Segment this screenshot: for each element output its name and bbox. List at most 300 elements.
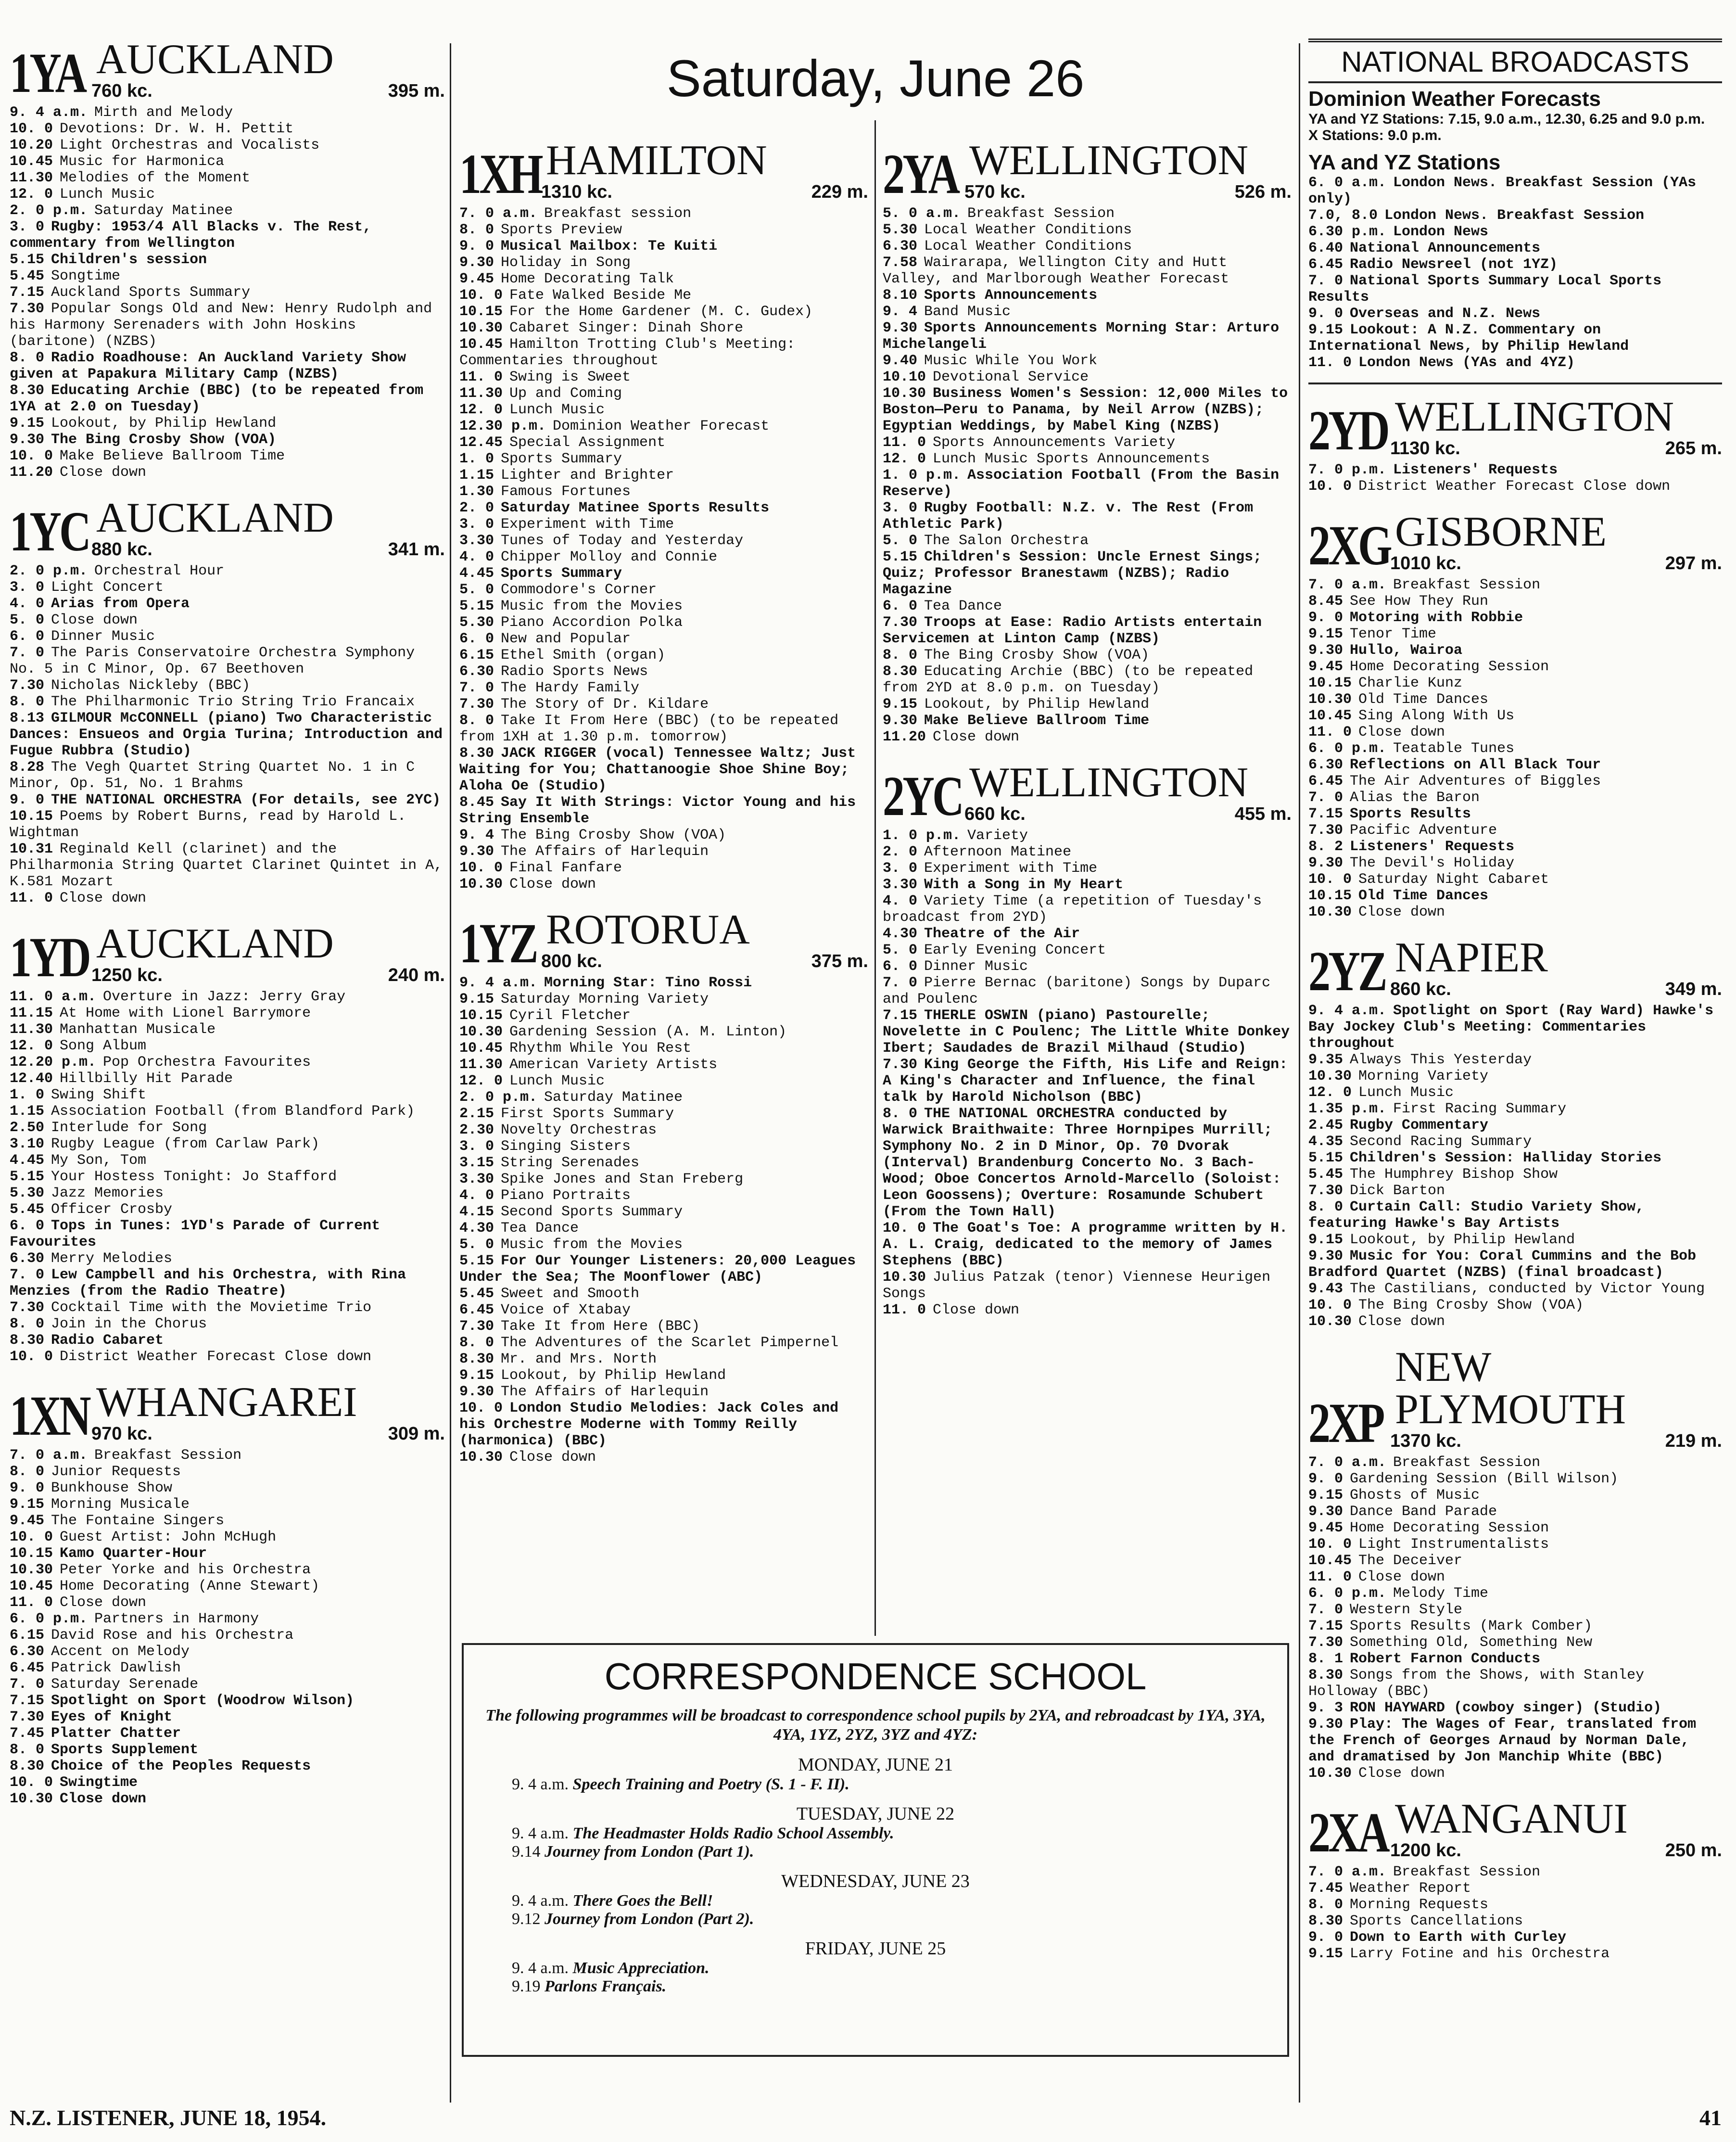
programme-title: Old Time Dances [1358,691,1489,708]
programme-entry [459,1122,868,1138]
station-header [883,137,1292,205]
programme-entry [10,1529,445,1545]
column-4 [1308,38,1722,1978]
programme-entry [1308,724,1722,740]
programme-title: Saturday Matinee [94,203,233,219]
programme-entry [459,320,868,336]
programme-title: Breakfast session [544,205,692,222]
national-entry [1308,240,1722,256]
programme-entry [459,1155,868,1171]
programme-title: New and Popular [501,631,631,647]
programme-time: 10.30 [883,385,926,402]
station-kc: 800 kc. [541,951,602,971]
programme-time: 6. 0 p.m. [1308,740,1387,757]
programme-title: Take It From Here (BBC) (to be repeated from 1XH at 1.30 p.m. tomorrow) [459,713,839,745]
programme-time: 10.15 [1308,675,1352,691]
programme-time: 10. 0 [459,860,503,876]
station-kc: 1370 kc. [1390,1431,1461,1451]
programme-time: 7.30 [1308,822,1343,839]
programme-entry [10,841,445,890]
programme-entry [459,271,868,287]
national-entries [1308,175,1722,371]
programme-title: Local Weather Conditions [924,238,1132,255]
programme-entry [883,647,1292,663]
station-header [10,1379,445,1447]
station-call-sign: 2YZ [1308,940,1385,1003]
programme-entry [10,1725,445,1742]
programme-entry [1308,1553,1722,1569]
programme-time: 10.30 [10,1562,53,1578]
programme-title: Association Football (from Blandford Park) [51,1103,415,1120]
programme-time: 1. 0 p.m. [883,828,961,844]
programme-entry [459,794,868,827]
programme-entry [883,1106,1292,1220]
station-header [1308,394,1722,462]
programme-entry [10,759,445,792]
programme-time: 9.30 [883,320,918,336]
programme-time: 3. 0 [883,860,918,877]
programme-title: Hullo, Wairoa [1350,642,1463,659]
programme-entry [10,1644,445,1660]
programme-time: 7. 0 p.m. [1308,462,1387,478]
programme-title: The Goat's Toe: A programme written by H. A. L. Craig, dedicated to the memory of James Stephens (BBC) [883,1220,1288,1269]
programme-time: 10.45 [1308,1553,1352,1569]
programme-entry [459,467,868,484]
programme-title: Old Time Dances [1358,888,1489,904]
programme-entry [883,451,1292,467]
programme-entry [459,516,868,533]
programme-entry [10,252,445,268]
station-header-right [91,38,445,102]
programme-entry [10,1038,445,1054]
programme-time: 9. 4 [883,304,918,320]
programme-time: 6. 0 p.m. [1308,1585,1387,1602]
programme-entry [459,843,868,860]
programme-entry [459,582,868,598]
station-call-sign: 2XG [1308,514,1391,577]
national-time: 6. 0 a.m. [1308,175,1387,191]
programme-title: Lew Campbell and his Orchestra, with Rina Menzies (from the Radio Theatre) [10,1267,406,1300]
programme-time: 5. 0 [459,582,494,598]
station-kc: 760 kc. [91,81,152,101]
programme-title: GILMOUR McCONNELL (piano) Two Characteristic Dances: Ensueos and Orgia Turina; Introduction and Fugue Rubbra (Studio) [10,710,443,759]
programme-title: Sports Summary [501,565,622,582]
programme-time: 9.30 [1308,855,1343,871]
station-header [1308,509,1722,577]
programme-title: Spotlight on Sport (Ray Ward) Hawke's Bay Jockey Club's Meeting: Commentaries throughout [1308,1003,1714,1052]
programme-title: Sports Cancellations [1350,1913,1523,1929]
programme-entry [10,1774,445,1791]
programme-title: My Son, Tom [51,1152,147,1169]
programme-title: Dick Barton [1350,1183,1445,1199]
programme-time: 6.30 [459,663,494,680]
station-header [1308,934,1722,1003]
national-title: NATIONAL BROADCASTS [1308,38,1722,83]
programme-time: 7.15 [883,1007,918,1024]
programme-entry [10,137,445,153]
national-entry [1308,273,1722,306]
programme-entry [883,500,1292,533]
programme-time: 7.30 [10,1709,45,1725]
programme-time: 4.45 [459,565,494,582]
programme-title: Close down [1358,1765,1445,1782]
programme-time: 7. 0 [10,1267,45,1283]
station-frequency [91,1424,445,1444]
programme-title: Platter Chatter [51,1725,181,1742]
programme-entry [459,663,868,680]
programme-title: Western Style [1350,1602,1463,1618]
programme-time: 7.15 [10,284,45,301]
programme-entry [883,844,1292,860]
programme-time: 7. 0 [10,645,45,661]
programme-entry [459,696,868,713]
station-city: AUCKLAND [96,920,334,967]
programme-entry [459,385,868,402]
programme-entry [459,1237,868,1253]
station-wavelength: 297 m. [1665,553,1722,574]
station-header-right [1390,1346,1722,1452]
programme-title: Music for Harmonica [60,153,225,170]
programme-time: 10. 0 [10,1774,53,1791]
station-header [1308,1796,1722,1864]
programme-entry [459,287,868,304]
station-kc: 660 kc. [964,804,1026,824]
programme-time: 5.45 [10,1201,45,1218]
programme-entry [459,647,868,663]
station-header-right [1390,934,1722,1000]
programme-title: Curtain Call: Studio Variety Show, featuring Hawke's Bay Artists [1308,1199,1645,1232]
programme-title: For Our Younger Listeners: 20,000 Leagues Under the Sea; The Moonflower (ABC) [459,1253,856,1286]
national-programme: Lookout: A N.Z. Commentary on International News, by Philip Hewland [1308,322,1629,355]
programme-title: Saturday Matinee [544,1089,683,1106]
programme-title: Nicholas Nickleby (BBC) [51,677,251,694]
programme-title: Variety [967,828,1028,844]
programme-title: Rugby: 1953/4 All Blacks v. The Rest, commentary from Wellington [10,219,372,252]
programme-time: 10.15 [10,1545,53,1562]
programme-time: 6. 0 [883,958,918,975]
programme-title: Gardening Session (A. M. Linton) [509,1024,787,1040]
programme-time: 12. 0 [10,1038,53,1054]
programme-entry [10,1103,445,1120]
programme-title: The Bing Crosby Show (VOA) [1358,1297,1584,1313]
programme-title: The Paris Conservatoire Orchestra Symphony No. 5 in C Minor, Op. 67 Beethoven [10,645,415,677]
programme-title: Ghosts of Music [1350,1487,1480,1504]
station-block [10,920,445,1365]
programme-entry [1308,1101,1722,1117]
programme-title: Hamilton Trotting Club's Meeting: Commentaries throughout [459,336,796,369]
programme-title: Junior Requests [51,1464,181,1480]
programme-time: 12. 0 [10,186,53,203]
programme-time: 8. 2 [1308,839,1343,855]
programme-entry [459,860,868,876]
station-block [459,137,868,892]
programme-title: The Affairs of Harlequin [501,843,709,860]
programme-title: Band Music [924,304,1011,320]
programme-entry [1308,1313,1722,1330]
programme-entry [1308,708,1722,724]
programme-title: Educating Archie (BBC) (to be repeated from 2YD at 8.0 p.m. on Tuesday) [883,663,1254,696]
programme-entry [1308,790,1722,806]
programme-time: 5.15 [459,598,494,614]
programme-title: RON HAYWARD (cowboy singer) (Studio) [1350,1700,1662,1716]
programme-time: 5.30 [883,222,918,238]
programme-title: Rugby League (from Carlaw Park) [51,1136,320,1152]
programme-title: Breakfast Session [1393,577,1541,593]
programme-time: 12.30 p.m. [459,418,546,434]
programme-entry [1308,740,1722,757]
footer-page-number: 41 [1699,2105,1722,2130]
programme-time: 2. 0 [883,844,918,860]
station-frequency [1390,438,1722,459]
programme-entry [459,614,868,631]
programme-time: 4.30 [459,1220,494,1237]
programme-time: 10.30 [1308,691,1352,708]
station-header-right [91,1381,445,1444]
programme-entry [1308,1716,1722,1765]
station-city: WHANGAREI [96,1379,357,1426]
programme-entry [459,222,868,238]
programme-title: Ethel Smith (organ) [501,647,666,663]
programme-entry [883,320,1292,353]
station-block [10,1381,445,1807]
programme-title: Tunes of Today and Yesterday [501,533,744,549]
programme-time: 8. 0 [10,694,45,710]
correspondence-title: CORRESPONDENCE SCHOOL [604,1655,1147,1697]
station-block [1308,1346,1722,1782]
programme-entry [883,533,1292,549]
column-3 [883,137,1292,1335]
programme-time: 8. 0 [459,222,494,238]
programme-entry [459,565,868,582]
national-programme: National Sports Summary Local Sports Results [1308,273,1662,306]
programme-entry [459,975,868,991]
programme-time: 10.30 [459,1024,503,1040]
programme-entry [1308,1520,1722,1536]
programme-entry [459,500,868,516]
programme-time: 10. 0 [1308,1297,1352,1313]
programme-time: 5. 0 [459,1237,494,1253]
programme-entry [1308,839,1722,855]
programme-title: Close down [1358,724,1445,740]
programme-entry [10,1185,445,1201]
correspondence-item [512,1775,1268,1794]
correspondence-lesson: Parlons Français. [545,1977,667,1995]
programme-entry [459,1073,868,1089]
programme-title: Patrick Dawlish [51,1660,181,1676]
programme-entry [1308,1068,1722,1084]
station-header-right [91,497,445,560]
station-block [883,759,1292,1318]
national-time: 7. 0 [1308,273,1343,289]
programme-time: 2. 0 p.m. [10,563,88,579]
station-wavelength: 349 m. [1665,979,1722,999]
programme-time: 9.45 [1308,1520,1343,1536]
programme-title: Peter Yorke and his Orchestra [60,1562,311,1578]
station-call-sign: 2YC [883,765,962,828]
station-city: AUCKLAND [96,495,334,541]
programme-entry [459,369,868,385]
station-call-sign: 2YD [1308,399,1388,462]
programme-title: Music While You Work [924,353,1098,369]
programme-title: Early Evening Concert [924,942,1106,958]
national-time: 9.15 [1308,322,1343,338]
programme-title: Morning Musicale [51,1496,190,1513]
programme-time: 5.30 [459,614,494,631]
programme-title: Children's session [51,252,207,268]
programme-title: Arias from Opera [51,596,190,612]
station-block [10,497,445,906]
programme-title: Troops at Ease: Radio Artists entertain Servicemen at Linton Camp (NZBS) [883,614,1262,647]
programme-entry [10,203,445,219]
programme-title: Light Concert [51,579,164,596]
programme-title: Voice of Xtabay [501,1302,631,1318]
programme-time: 10.30 [883,1269,926,1286]
programme-time: 5.15 [883,549,918,565]
programme-entry [1308,478,1722,495]
programme-title: Gardening Session (Bill Wilson) [1350,1471,1619,1487]
programme-entry [10,1676,445,1693]
programme-time: 10. 0 [10,1529,53,1545]
programme-entry [883,205,1292,222]
station-header-right [91,920,445,986]
programme-entry [883,467,1292,500]
programme-entry [883,304,1292,320]
station-header-right [964,137,1292,203]
programme-entry [883,958,1292,975]
station-wavelength: 250 m. [1665,1840,1722,1861]
programme-entry [10,464,445,481]
programme-title: The Bing Crosby Show (VOA) [924,647,1150,663]
programme-title: The Humphrey Bishop Show [1350,1166,1558,1183]
programme-entry [883,713,1292,729]
station-city: WELLINGTON [969,137,1248,184]
programme-entry [459,1171,868,1187]
programme-entry [10,989,445,1005]
programme-title: Tea Dance [501,1220,579,1237]
station-frequency [541,951,868,972]
programme-entry [1308,1618,1722,1634]
programme-time: 7. 0 [10,1676,45,1693]
programme-time: 4.15 [459,1204,494,1220]
programme-time: 8. 0 [459,1335,494,1351]
programme-time: 11. 0 [883,434,926,451]
programme-time: 11. 0 [10,890,53,906]
programme-title: Sing Along With Us [1358,708,1515,724]
programme-time: 7.30 [1308,1183,1343,1199]
programme-title: Sports Results (Mark Comber) [1350,1618,1593,1634]
yz-heading: YA and YZ Stations [1308,151,1501,174]
programme-time: 7.15 [10,1693,45,1709]
programme-title: Close down [60,890,147,906]
station-header [10,38,445,102]
programme-title: Lunch Music [60,186,155,203]
programme-entry [10,432,445,448]
programme-entry [883,222,1292,238]
correspondence-lesson: The Headmaster Holds Radio School Assembly. [572,1824,894,1842]
programme-entry [1308,1150,1722,1166]
programme-entry [883,828,1292,844]
programme-time: 8.28 [10,759,45,776]
programme-title: The Vegh Quartet String Quartet No. 1 in C Minor, Op. 51, No. 1 Brahms [10,759,415,792]
programme-time: 9.15 [1308,1487,1343,1504]
programme-time: 8.45 [459,794,494,811]
programme-time: 5.30 [10,1185,45,1201]
programme-entry [1308,1199,1722,1232]
programme-title: Interlude for Song [51,1120,207,1136]
programme-time: 10.30 [1308,1313,1352,1330]
programme-time: 7.30 [10,1300,45,1316]
programme-time: 9.40 [883,353,918,369]
programme-time: 9.30 [1308,1504,1343,1520]
programme-time: 12.40 [10,1071,53,1087]
programme-entry [883,598,1292,614]
station-header [459,906,868,975]
programme-title: Close down [51,612,138,628]
station-city: HAMILTON [546,137,767,184]
programme-time: 3.30 [459,533,494,549]
programme-entry [1308,610,1722,626]
programme-entry [1308,1134,1722,1150]
programme-title: Radio Roadhouse: An Auckland Variety Show given at Papakura Military Camp (NZBS) [10,350,406,382]
programme-time: 8. 0 [10,1742,45,1758]
programme-time: 6.30 [1308,757,1343,773]
programme-time: 6.30 [883,238,918,255]
station-wavelength: 526 m. [1234,182,1292,202]
programme-entry [10,1496,445,1513]
programme-title: Auckland Sports Summary [51,284,251,301]
programme-title: Musical Mailbox: Te Kuiti [501,238,718,255]
programme-title: THE NATIONAL ORCHESTRA (For details, see 2YC) [51,792,441,808]
station-header-right [1390,396,1722,459]
programme-entry [883,860,1292,877]
correspondence-lesson: There Goes the Bell! [572,1892,713,1910]
programme-time: 4. 0 [10,596,45,612]
correspondence-item [512,1910,1268,1928]
programme-entry [1308,1183,1722,1199]
programme-entry [459,1040,868,1057]
programme-time: 10. 0 [1308,1536,1352,1553]
programme-time: 7.30 [883,614,918,631]
programme-entry [459,1384,868,1400]
programme-time: 5.45 [1308,1166,1343,1183]
programme-entry [10,1611,445,1627]
programme-entry [883,287,1292,304]
programme-time: 8.30 [1308,1667,1343,1683]
programme-time: 11. 0 [1308,724,1352,740]
programme-entry [1308,1634,1722,1651]
national-time: 9. 0 [1308,306,1343,322]
programme-title: Music from the Movies [501,1237,683,1253]
programme-title: Reflections on All Black Tour [1350,757,1601,773]
programme-title: Melody Time [1393,1585,1489,1602]
station-city: NAPIER [1395,934,1548,981]
programme-time: 10.15 [1308,888,1352,904]
programme-entry [1308,1117,1722,1134]
programme-time: 10. 0 [1308,871,1352,888]
programme-entry [1308,1003,1722,1052]
programme-time: 5.15 [459,1253,494,1269]
programme-entry [459,991,868,1007]
national-time: 6.40 [1308,240,1343,256]
programme-time: 3. 0 [10,579,45,596]
programme-entry [10,628,445,645]
programme-entry [459,304,868,320]
programme-entry [1308,1504,1722,1520]
programme-time: 5.45 [10,268,45,284]
programme-time: 7. 0 [1308,1602,1343,1618]
programme-entry [1308,806,1722,822]
programme-time: 10.45 [1308,708,1352,724]
